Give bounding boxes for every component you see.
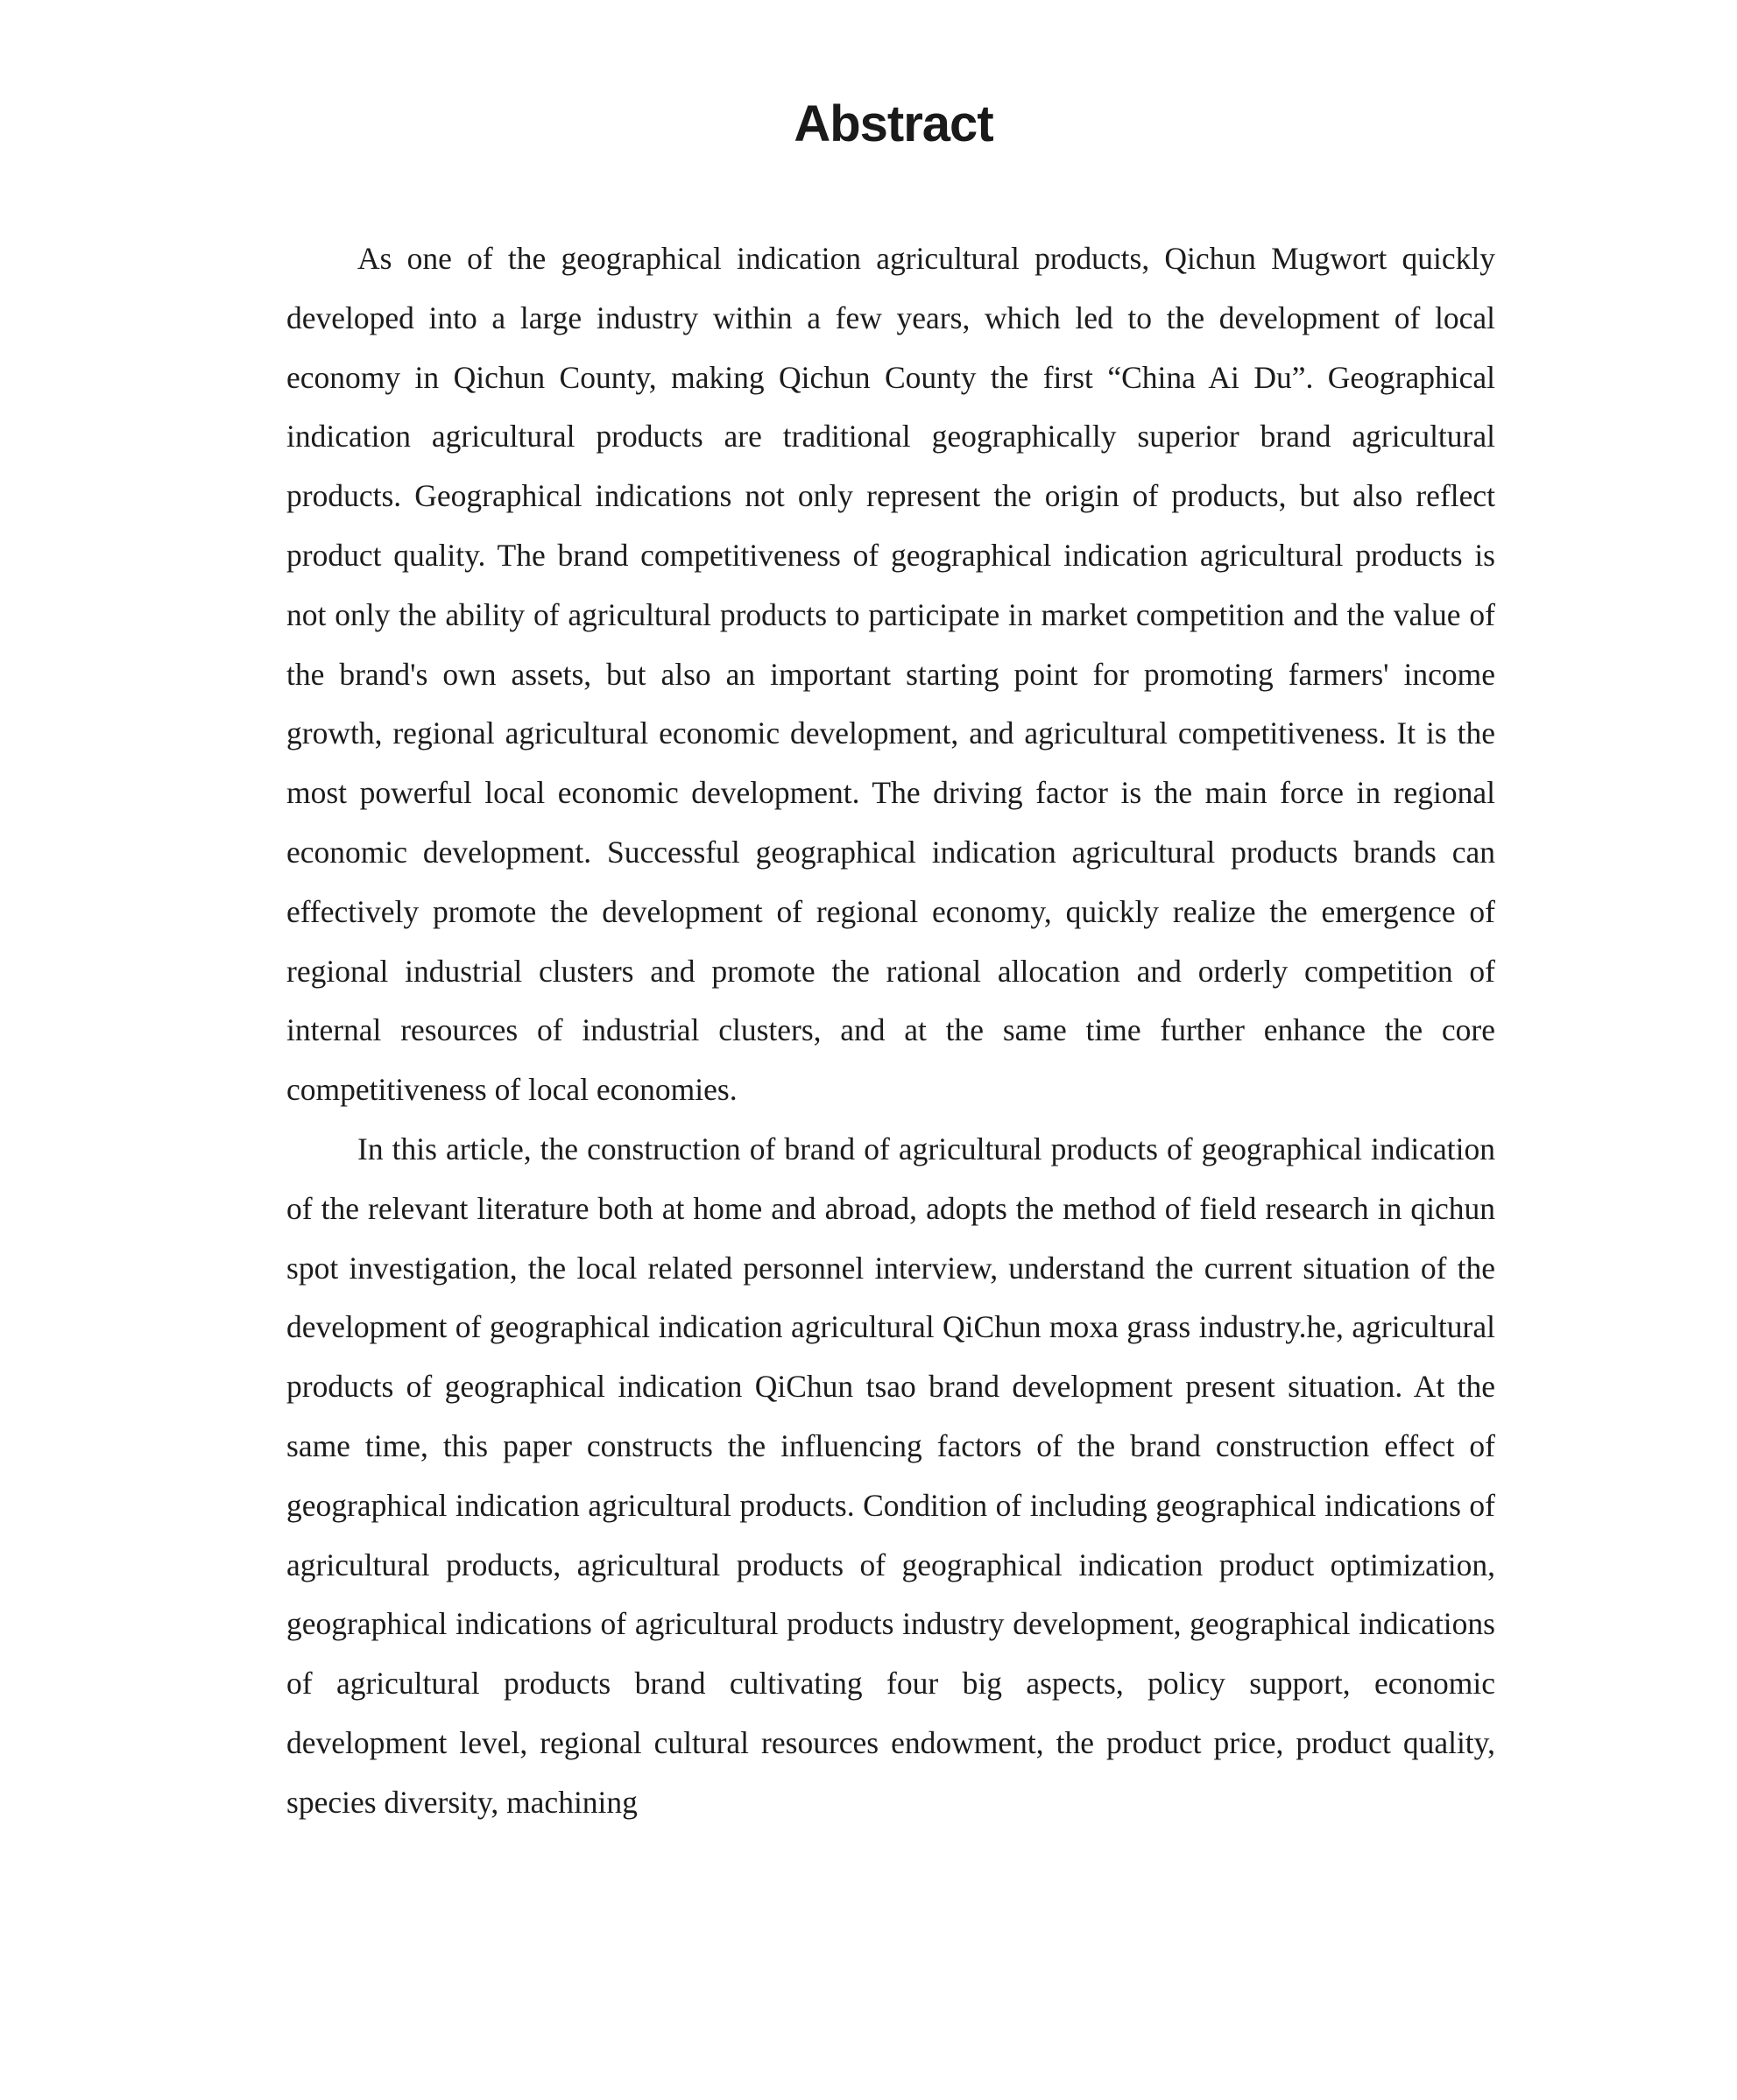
page-title: Abstract <box>794 95 993 152</box>
abstract-body <box>286 229 1495 1833</box>
abstract-paragraph-1: As one of the geographical indication agricultural products, Qichun Mugwort quickly developed into a large industry within a few years, which led to the development of local economy in Qichun County, making Qichun County the first “China Ai Du”. Geographical indication agricultural products are traditional geographically superior brand agricultural products. Geographical indications not only represent the origin of products, but also reflect product quality. The brand competitiveness of geographical indication agricultural products is not only the ability of agricultural products to participate in market competition and the value of the brand's own assets, but also an important starting point for promoting farmers' income growth, regional agricultural economic development, and agricultural competitiveness. It is the most powerful local economic development. The driving factor is the main force in regional economic development. Successful geographical indication agricultural products brands can effectively promote the development of regional economy, quickly realize the emergence of regional industrial clusters and promote the rational allocation and orderly competition of internal resources of industrial clusters, and at the same time further enhance the core competitiveness of local economies. <box>286 241 1495 1108</box>
abstract-paragraph-2: In this article, the construction of brand of agricultural products of geographical indication of the relevant literature both at home and abroad, adopts the method of field research in qichun spot investigation, the local related personnel interview, understand the current situation of the development of geographical indication agricultural QiChun moxa grass industry.he, agricultural products of geographical indication QiChun tsao brand development present situation. At the same time, this paper constructs the influencing factors of the brand construction effect of geographical indication agricultural products. Condition of including geographical indications of agricultural products, agricultural products of geographical indication product optimization, geographical indications of agricultural products industry development, geographical indications of agricultural products brand cultivating four big aspects, policy support, economic development level, regional cultural resources endowment, the product price, product quality, species diversity, machining <box>286 1131 1495 1820</box>
